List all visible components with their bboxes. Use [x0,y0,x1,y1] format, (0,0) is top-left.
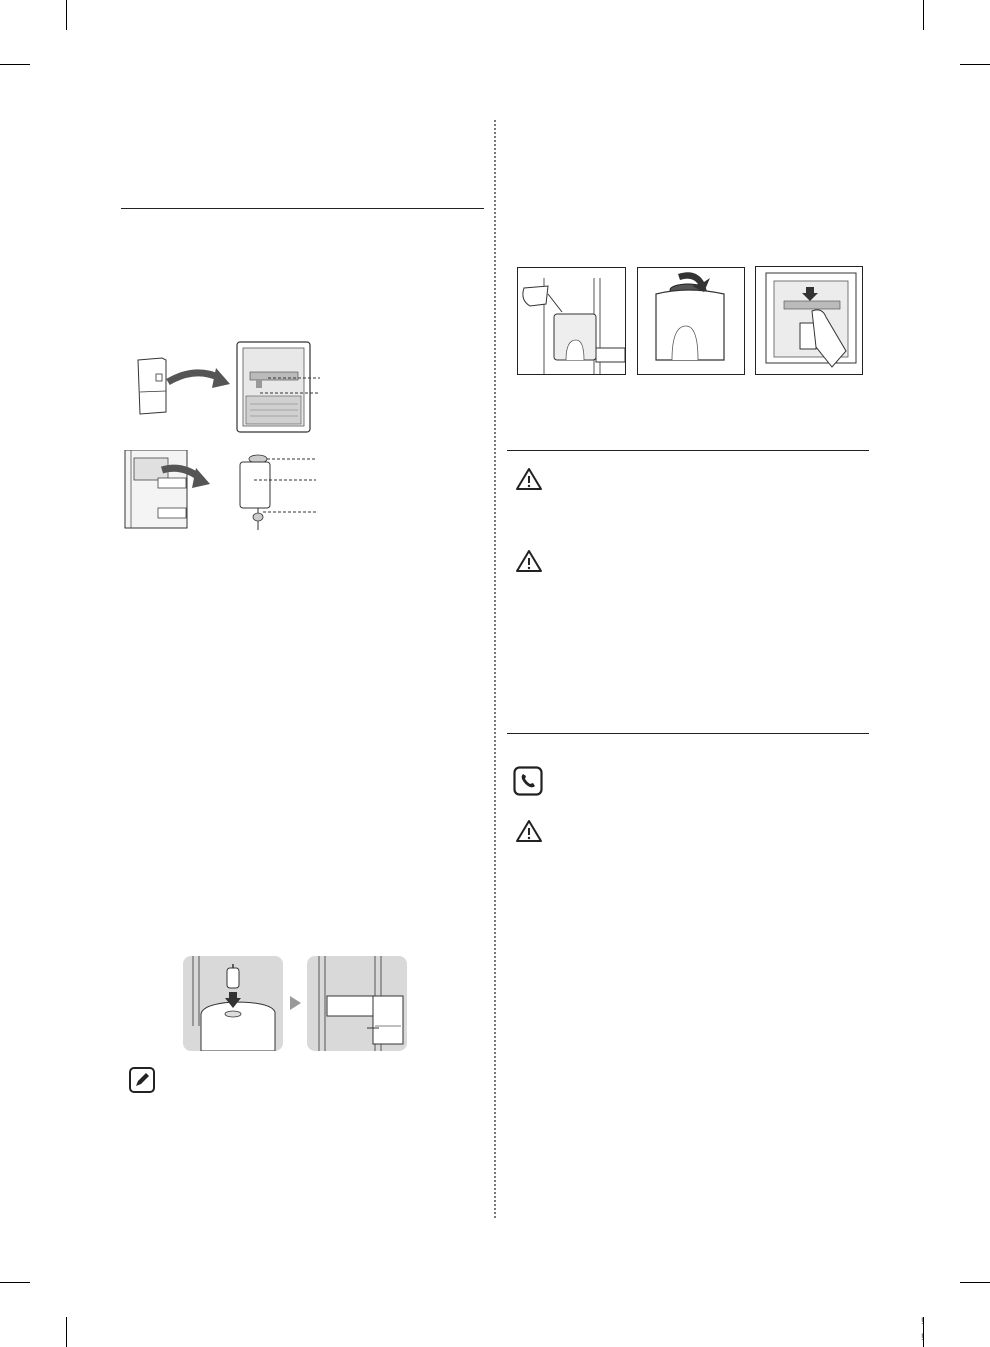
crop-mark-top-right-v [923,0,924,30]
valve-step-1-panel [183,956,283,1051]
step-arrow [290,996,301,1010]
footer-mark-2: ! [921,1332,924,1342]
crop-mark-bottom-right-h [960,1282,990,1283]
crop-mark-top-left-v [66,0,67,30]
valve-step-2-panel [307,956,407,1051]
footer-mark-1: ! [921,1316,924,1326]
note-pencil-icon [129,1067,155,1098]
crop-mark-top-left-h [0,64,30,65]
fill-step-3-panel [755,266,863,375]
dispenser-illustration [237,342,310,432]
water-tank-figure [122,450,327,535]
phone-icon [513,766,543,801]
section-rule-right-2 [507,733,869,734]
fill-step-1-panel [517,267,626,375]
warning-triangle-icon [515,549,543,578]
section-rule-left [121,208,484,209]
warning-triangle-icon [515,467,543,496]
door-illustration [125,450,187,528]
crop-mark-bottom-left-h [0,1282,30,1283]
fridge-illustration [138,358,166,414]
crop-mark-top-right-h [960,64,990,65]
crop-mark-bottom-left-v [66,1317,67,1347]
dispenser-location-figure [120,338,340,438]
water-tank-illustration [240,455,270,530]
curved-arrow [168,373,220,382]
column-divider [494,120,496,1218]
fill-step-2-panel [637,267,745,375]
warning-triangle-icon [515,819,543,848]
section-rule-right-1 [507,450,869,451]
